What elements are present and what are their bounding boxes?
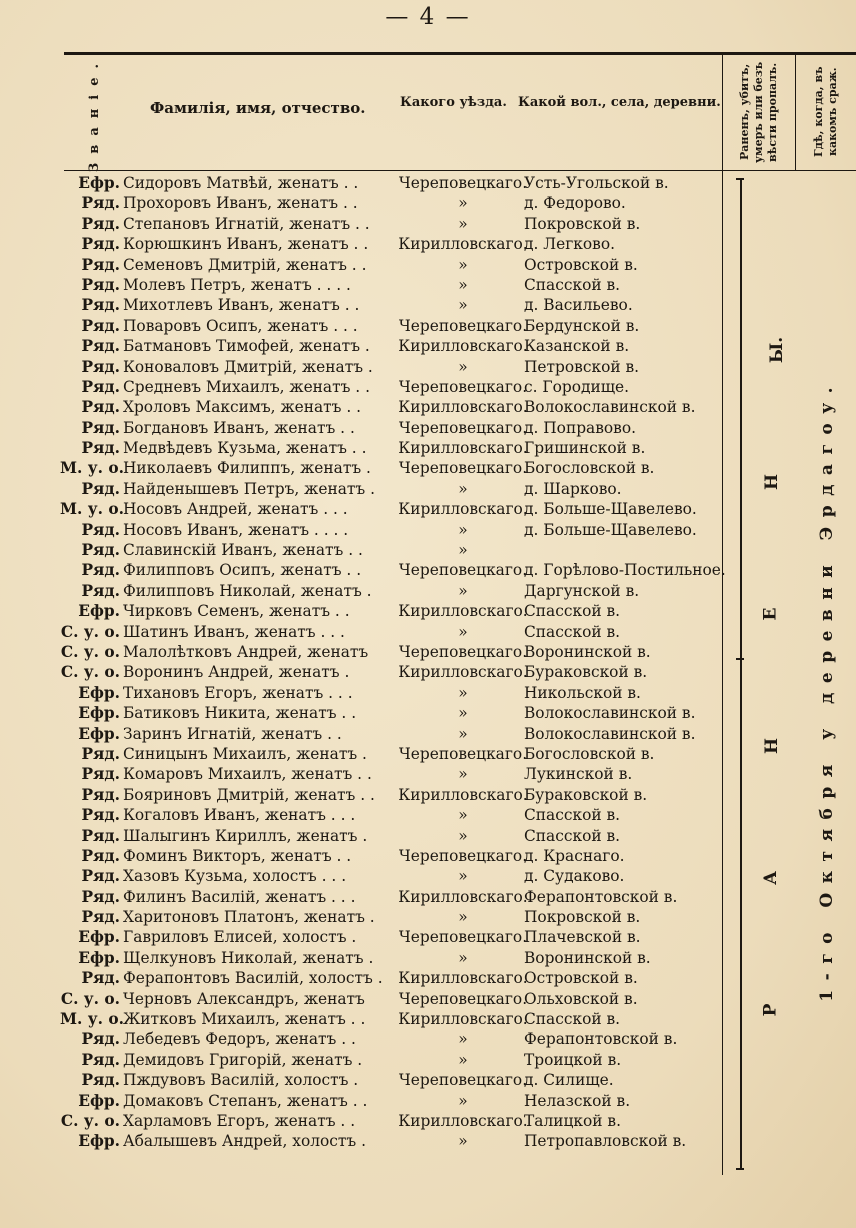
volost-cell: д. Федорово. — [524, 194, 626, 213]
rank-cell: Ряд. — [81, 867, 120, 886]
table-row — [60, 927, 725, 947]
volost-cell: Волокославинской в. — [524, 398, 696, 417]
name-cell: Найденышевъ Петръ, женатъ . — [123, 479, 375, 498]
table-row — [60, 214, 725, 234]
uezd-cell: Череповецкаго. — [398, 928, 528, 947]
volost-cell: Волокославинской в. — [524, 724, 696, 743]
volost-cell: Бураковской в. — [524, 785, 648, 804]
name-cell: Носовъ Иванъ, женатъ . . . . — [123, 520, 349, 539]
rank-cell: Ряд. — [81, 969, 120, 988]
table-row — [60, 255, 725, 275]
name-cell: Воронинъ Андрей, женатъ . — [123, 663, 350, 682]
name-cell: Хазовъ Кузьма, холостъ . . . — [123, 867, 347, 886]
name-cell: Средневъ Михаилъ, женатъ . . — [123, 377, 370, 396]
uezd-cell: Череповецкаго. — [398, 174, 528, 192]
rank-cell: Ряд. — [81, 296, 120, 315]
volost-cell: д. Васильево. — [524, 296, 633, 315]
volost-cell: Усть-Угольской в. — [524, 174, 669, 192]
uezd-cell: Кирилловскаго. — [398, 235, 528, 254]
uezd-cell: » — [458, 479, 468, 498]
table-row — [60, 1050, 725, 1070]
volost-cell: Покровской в. — [524, 214, 641, 233]
name-cell: Шатинъ Иванъ, женатъ . . . — [123, 622, 345, 641]
casualty-list — [60, 173, 725, 1152]
uezd-cell: » — [458, 581, 468, 600]
volost-cell: Островской в. — [524, 969, 638, 988]
volost-cell: Спасской в. — [524, 826, 621, 845]
name-cell: Синицынъ Михаилъ, женатъ . — [123, 744, 367, 763]
table-row — [60, 418, 725, 438]
rank-cell: Ряд. — [81, 418, 120, 437]
uezd-cell: » — [458, 214, 468, 233]
volost-cell: Богословской в. — [524, 744, 655, 763]
table-row — [60, 1091, 725, 1111]
uezd-cell: » — [458, 867, 468, 886]
name-column-header: Фамилія, имя, отчество. — [150, 99, 366, 117]
volost-cell: Ольховской в. — [524, 989, 638, 1008]
uezd-cell: Череповецкаго. — [398, 459, 528, 478]
rank-cell: М. у. о. — [60, 459, 124, 478]
rank-cell: С. у. о. — [60, 663, 120, 682]
name-cell: Харитоновъ Платонъ, женатъ . — [123, 908, 375, 927]
name-cell: Домаковъ Степанъ, женатъ . . — [123, 1091, 368, 1110]
table-row — [60, 622, 725, 642]
name-cell: Тихановъ Егоръ, женатъ . . . — [123, 683, 353, 702]
volost-cell: Спасской в. — [524, 622, 621, 641]
volost-cell: Троицкой в. — [524, 1050, 622, 1069]
volost-cell: Спасской в. — [524, 806, 621, 825]
rank-cell: Ряд. — [81, 744, 120, 763]
uezd-cell: » — [458, 520, 468, 539]
where-when-text: 1-го Октября у деревни Эрдагоу. — [817, 378, 837, 1002]
rank-cell: Ефр. — [78, 704, 120, 723]
uezd-cell: » — [458, 765, 468, 784]
rank-cell: Ряд. — [81, 255, 120, 274]
name-cell: Щелкуновъ Николай, женатъ . — [123, 948, 374, 967]
table-row — [60, 989, 725, 1009]
table-row — [60, 907, 725, 927]
name-cell: Ферапонтовъ Василій, холостъ . — [123, 969, 383, 988]
table-row — [60, 357, 725, 377]
table-row — [60, 479, 725, 499]
table-row — [60, 540, 725, 560]
volost-cell: д. Краснаго. — [524, 846, 625, 865]
volost-cell: Ферапонтовской в. — [524, 887, 678, 906]
name-cell: Пждувовъ Василій, холостъ . — [123, 1071, 359, 1090]
rank-cell: Ряд. — [81, 765, 120, 784]
name-cell: Славинскій Иванъ, женатъ . . — [123, 541, 363, 560]
fate-letter: А — [760, 871, 781, 885]
uezd-cell: » — [458, 1132, 468, 1151]
table-row — [60, 275, 725, 295]
uezd-cell: Кирилловскаго. — [398, 1111, 528, 1130]
fate-column-header: Раненъ, убитъ, умеръ или безъ вѣсти пропалъ. — [738, 61, 779, 163]
uezd-cell: » — [458, 622, 468, 641]
volost-cell: Бердунской в. — [524, 316, 640, 335]
volost-cell: Спасской в. — [524, 275, 621, 294]
uezd-cell: Кирилловскаго. — [398, 337, 528, 356]
volost-cell: Никольской в. — [524, 683, 641, 702]
rank-cell: Ряд. — [81, 377, 120, 396]
volost-cell: д. Судаково. — [524, 867, 625, 886]
volost-cell: д. Шарково. — [524, 479, 622, 498]
fate-letter: Н — [762, 473, 783, 491]
volost-cell: Петропавловской в. — [524, 1132, 687, 1151]
uezd-column-header: Какого уѣзда. — [400, 95, 507, 110]
table-row — [60, 601, 725, 621]
volost-cell: Лукинской в. — [524, 765, 633, 784]
volost-cell: Покровской в. — [524, 908, 641, 927]
table-row — [60, 846, 725, 866]
table-row — [60, 764, 725, 784]
rank-cell: Ряд. — [81, 785, 120, 804]
name-cell: Степановъ Игнатій, женатъ . . — [123, 214, 370, 233]
rank-cell: Ряд. — [81, 337, 120, 356]
uezd-cell: » — [458, 1030, 468, 1049]
rank-cell: С. у. о. — [60, 989, 120, 1008]
table-row — [60, 397, 725, 417]
uezd-cell: » — [458, 1091, 468, 1110]
rank-cell: Ефр. — [78, 928, 120, 947]
table-row — [60, 234, 725, 254]
name-cell: Батмановъ Тимофей, женатъ . — [123, 337, 370, 356]
table-row — [60, 1111, 725, 1131]
name-cell: Лебедевъ Федоръ, женатъ . . — [123, 1030, 356, 1049]
name-cell: Демидовъ Григорій, женатъ . — [123, 1050, 363, 1069]
uezd-cell: Череповецкаго. — [398, 316, 528, 335]
volost-cell: Воронинской в. — [524, 642, 651, 661]
name-cell: Поваровъ Осипъ, женатъ . . . — [123, 316, 358, 335]
volost-cell: Нелазской в. — [524, 1091, 631, 1110]
name-cell: Филипповъ Николай, женатъ . — [123, 581, 372, 600]
rank-cell: Ряд. — [81, 1050, 120, 1069]
where-column-header: Гдѣ, когда, въ какомъ сраж. — [812, 66, 839, 158]
uezd-cell: » — [458, 908, 468, 927]
table-row — [60, 866, 725, 886]
uezd-cell: » — [458, 1050, 468, 1069]
page-number: — 4 — — [385, 4, 471, 30]
rank-cell: М. у. о. — [60, 1010, 124, 1029]
table-row — [60, 642, 725, 662]
uezd-cell: Череповецкаго. — [398, 989, 528, 1008]
volost-cell: Гришинской в. — [524, 439, 646, 458]
uezd-cell: Кирилловскаго. — [398, 663, 528, 682]
name-cell: Богдановъ Иванъ, женатъ . . — [123, 418, 355, 437]
name-cell: Абалышевъ Андрей, холостъ . — [123, 1132, 366, 1151]
rank-cell: Ряд. — [81, 908, 120, 927]
table-row — [60, 560, 725, 580]
uezd-cell: Кирилловскаго. — [398, 969, 528, 988]
table-row — [60, 948, 725, 968]
bracket-tick — [736, 1168, 744, 1170]
volost-cell: Петровской в. — [524, 357, 640, 376]
rank-cell: Ефр. — [78, 1091, 120, 1110]
volost-cell: Воронинской в. — [524, 948, 651, 967]
uezd-cell: » — [458, 826, 468, 845]
rank-cell: Ряд. — [81, 826, 120, 845]
fate-status-wounded — [758, 180, 788, 1170]
rank-cell: Ряд. — [81, 194, 120, 213]
table-row — [60, 1070, 725, 1090]
name-cell: Хроловъ Максимъ, женатъ . . — [123, 398, 362, 417]
rank-column-header: Званіе. — [86, 55, 102, 173]
rank-cell: Ряд. — [81, 275, 120, 294]
rank-cell: Ефр. — [78, 174, 120, 192]
table-row — [60, 499, 725, 519]
name-cell: Николаевъ Филиппъ, женатъ . — [123, 459, 371, 478]
table-row — [60, 295, 725, 315]
rank-cell: Ряд. — [81, 561, 120, 580]
table-row — [60, 336, 725, 356]
table-row — [60, 785, 725, 805]
uezd-cell: » — [458, 296, 468, 315]
volost-cell: Волокославинской в. — [524, 704, 696, 723]
name-cell: Чирковъ Семенъ, женатъ . . — [123, 602, 350, 621]
uezd-cell: Череповецкаго. — [398, 418, 528, 437]
name-cell: Гавриловъ Елисей, холостъ . — [123, 928, 357, 947]
table-row — [60, 581, 725, 601]
rank-cell: Ряд. — [81, 887, 120, 906]
table-row — [60, 662, 725, 682]
table-row — [60, 968, 725, 988]
rank-cell: Ряд. — [81, 398, 120, 417]
name-cell: Черновъ Александръ, женатъ — [123, 989, 365, 1008]
table-row — [60, 1029, 725, 1049]
table-row — [60, 173, 725, 193]
fate-letter: Р — [760, 1003, 781, 1017]
uezd-cell: Кирилловскаго. — [398, 1010, 528, 1029]
name-cell: Филинъ Василій, женатъ . . . — [123, 887, 356, 906]
rank-cell: Ряд. — [81, 541, 120, 560]
uezd-cell: » — [458, 948, 468, 967]
rank-cell: Ряд. — [81, 357, 120, 376]
name-cell: Филипповъ Осипъ, женатъ . . — [123, 561, 362, 580]
volost-cell: Спасской в. — [524, 602, 621, 621]
table-row — [60, 458, 725, 478]
uezd-cell: » — [458, 683, 468, 702]
volost-cell: Спасской в. — [524, 1010, 621, 1029]
table-row — [60, 520, 725, 540]
name-cell: Когаловъ Иванъ, женатъ . . . — [123, 806, 356, 825]
rank-cell: С. у. о. — [60, 642, 120, 661]
rank-cell: Ряд. — [81, 1030, 120, 1049]
table-row — [60, 724, 725, 744]
uezd-cell: Череповецкаго. — [398, 744, 528, 763]
where-column-divider — [795, 55, 796, 170]
uezd-cell: Кирилловскаго. — [398, 398, 528, 417]
uezd-cell: Кирилловскаго. — [398, 887, 528, 906]
top-rule — [64, 52, 856, 55]
rank-cell: С. у. о. — [60, 622, 120, 641]
volost-cell: д. Легково. — [524, 235, 615, 254]
bracket-tick — [736, 178, 744, 180]
bracket-tick — [736, 658, 744, 660]
uezd-cell: Кирилловскаго. — [398, 785, 528, 804]
volost-cell: Ферапонтовской в. — [524, 1030, 678, 1049]
rank-cell: Ряд. — [81, 1071, 120, 1090]
volost-cell: Талицкой в. — [524, 1111, 621, 1130]
uezd-cell: » — [458, 275, 468, 294]
volost-cell: Богословской в. — [524, 459, 655, 478]
header-rule — [64, 170, 856, 171]
table-row — [60, 1131, 725, 1151]
name-cell: Медвѣдевъ Кузьма, женатъ . . — [123, 439, 367, 458]
rank-cell: Ефр. — [78, 602, 120, 621]
uezd-cell: » — [458, 806, 468, 825]
table-row — [60, 1009, 725, 1029]
table-row — [60, 805, 725, 825]
uezd-cell: Череповецкаго. — [398, 1071, 528, 1090]
volost-cell: Островской в. — [524, 255, 638, 274]
volost-column-header: Какой вол., села, деревни. — [518, 95, 721, 110]
rank-cell: Ефр. — [78, 948, 120, 967]
name-cell: Корюшкинъ Иванъ, женатъ . . — [123, 235, 369, 254]
table-row — [60, 826, 725, 846]
table-row — [60, 887, 725, 907]
name-cell: Молевъ Петръ, женатъ . . . . — [123, 275, 351, 294]
uezd-cell: » — [458, 194, 468, 213]
volost-cell: д. Больше-Щавелево. — [524, 500, 697, 519]
uezd-cell: Череповецкаго. — [398, 377, 528, 396]
name-cell: Носовъ Андрей, женатъ . . . — [123, 500, 348, 519]
table-row — [60, 316, 725, 336]
name-cell: Житковъ Михаилъ, женатъ . . — [123, 1010, 366, 1029]
name-cell: Комаровъ Михаилъ, женатъ . . — [123, 765, 372, 784]
uezd-cell: Череповецкаго. — [398, 561, 528, 580]
table-row — [60, 703, 725, 723]
rank-cell: Ряд. — [81, 479, 120, 498]
name-cell: Фоминъ Викторъ, женатъ . . — [123, 846, 352, 865]
table-row — [60, 744, 725, 764]
rank-cell: Ефр. — [78, 683, 120, 702]
uezd-cell: Череповецкаго. — [398, 642, 528, 661]
volost-cell: Бураковской в. — [524, 663, 648, 682]
fate-letter: Н — [762, 737, 783, 755]
name-cell: Батиковъ Никита, женатъ . . — [123, 704, 357, 723]
rank-cell: Ряд. — [81, 439, 120, 458]
volost-cell: Даргунской в. — [524, 581, 640, 600]
rank-cell: Ряд. — [81, 806, 120, 825]
rank-cell: Ряд. — [81, 581, 120, 600]
table-row — [60, 193, 725, 213]
uezd-cell: » — [458, 357, 468, 376]
volost-cell: д. Больше-Щавелево. — [524, 520, 697, 539]
table-row — [60, 377, 725, 397]
rank-cell: Ряд. — [81, 316, 120, 335]
uezd-cell: » — [458, 255, 468, 274]
rank-cell: Ряд. — [81, 214, 120, 233]
name-cell: Бояриновъ Дмитрій, женатъ . . — [123, 785, 375, 804]
uezd-cell: » — [458, 704, 468, 723]
volost-cell: д. Силище. — [524, 1071, 614, 1090]
name-cell: Заринъ Игнатій, женатъ . . — [123, 724, 342, 743]
name-cell: Прохоровъ Иванъ, женатъ . . — [123, 194, 358, 213]
rank-cell: Ряд. — [81, 235, 120, 254]
rank-cell: Ефр. — [78, 724, 120, 743]
name-cell: Михотлевъ Иванъ, женатъ . . — [123, 296, 360, 315]
volost-cell: д. Горѣлово-Постильное. — [524, 561, 726, 580]
volost-cell: Казанской в. — [524, 337, 630, 356]
uezd-cell: » — [458, 541, 468, 560]
uezd-cell: Кирилловскаго. — [398, 602, 528, 621]
uezd-cell: Кирилловскаго. — [398, 500, 528, 519]
rank-cell: Ефр. — [78, 1132, 120, 1151]
volost-cell: Плачевской в. — [524, 928, 641, 947]
rank-cell: М. у. о. — [60, 500, 124, 519]
fate-letter: Е — [760, 607, 781, 621]
name-cell: Малолѣтковъ Андрей, женатъ — [123, 642, 369, 661]
name-cell: Харламовъ Егоръ, женатъ . . — [123, 1111, 356, 1130]
name-cell: Шалыгинъ Кириллъ, женатъ . — [123, 826, 368, 845]
fate-bracket — [740, 178, 752, 1168]
rank-cell: С. у. о. — [60, 1111, 120, 1130]
rank-cell: Ряд. — [81, 846, 120, 865]
volost-cell: д. Поправово. — [524, 418, 636, 437]
table-row — [60, 438, 725, 458]
uezd-cell: Череповецкаго. — [398, 846, 528, 865]
fate-letter: Ы. — [767, 336, 788, 364]
name-cell: Семеновъ Дмитрій, женатъ . . — [123, 255, 367, 274]
uezd-cell: » — [458, 724, 468, 743]
name-cell: Коноваловъ Дмитрій, женатъ . — [123, 357, 373, 376]
name-cell: Сидоровъ Матвѣй, женатъ . . — [123, 174, 359, 192]
rank-cell: Ряд. — [81, 520, 120, 539]
uezd-cell: Кирилловскаго. — [398, 439, 528, 458]
table-row — [60, 683, 725, 703]
volost-cell: с. Городище. — [524, 377, 630, 396]
